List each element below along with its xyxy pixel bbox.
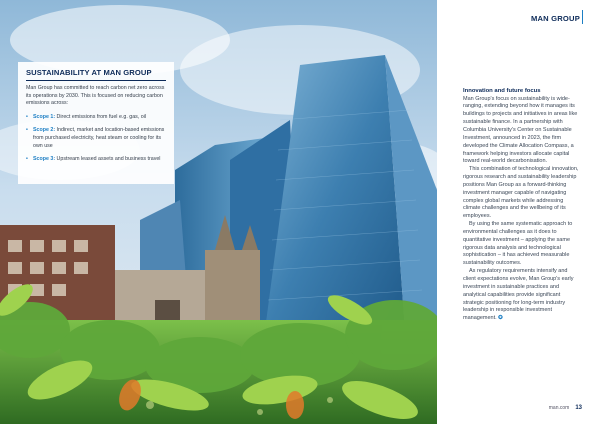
footer-site: man.com: [548, 405, 570, 411]
bullet-icon: •: [26, 113, 28, 120]
article-column: [463, 88, 581, 323]
bullet-icon: •: [26, 156, 28, 163]
article-paragraph: This combination of technological innovation, rigorous research and sustainability leadership positions Man Group as a forward-thinking investment manager capable of navigating complex global markets while addressing climate challenges and the wellbeing of its employees.: [463, 166, 579, 220]
bullet-icon: •: [26, 127, 28, 134]
scope-label: Scope 3:: [33, 156, 56, 163]
scope-text: Direct emissions from fuel e.g. gas, oil: [55, 113, 147, 120]
infobox-title: SUSTAINABILITY AT MAN GROUP: [26, 68, 152, 77]
page-footer: [549, 405, 582, 411]
infobox-divider: [26, 80, 166, 81]
scope-item: [26, 114, 166, 122]
article-paragraph-text: As regulatory requirements intensify and client expectations evolve, Man Group's early investment in sustainable practices and analytical capabilities provide significant strategic positioning for long-term industry leadership in responsible investment management.: [463, 268, 574, 322]
brand-accent-bar: [582, 10, 584, 24]
brand-name: MAN GROUP: [530, 14, 580, 23]
scope-text: Upstream leased assets and business travel: [55, 156, 161, 163]
scope-item: [26, 156, 166, 164]
sustainability-infobox: [18, 62, 174, 184]
scope-item: [26, 127, 166, 150]
scope-label: Scope 1:: [33, 113, 56, 120]
infobox-intro: Man Group has committed to reach carbon net zero across its operations by 2030. This is focused on reducing carbon emissions across:: [26, 85, 165, 107]
article-heading: Innovation and future focus: [463, 88, 541, 94]
page-number: 13: [575, 405, 582, 411]
end-mark-icon: ✪: [498, 315, 503, 322]
scope-label: Scope 2:: [33, 127, 56, 134]
article-paragraph: Man Group's focus on sustainability is wide-ranging, extending beyond how it manages its buildings to projects and initiatives in areas like sustainable finance. In a partnership with Columbia University's Center on Sustainable Investment, announced in 2023, the firm developed the Climate Allocation Compass, a framework helping investors allocate capital toward real-world decarbonisation.: [463, 95, 578, 165]
article-paragraph: By using the same systematic approach to environmental challenges as it does to quantitative investment – applying the same rigorous data analysis and technological sophistication – it has achieved measurable sustainability outcomes.: [463, 221, 573, 267]
article-paragraph: [463, 268, 581, 323]
scope-text: Indirect, market and location-based emissions from purchased electricity, heat steam or cooling for its own use: [33, 127, 165, 149]
scope-list: [26, 114, 166, 164]
